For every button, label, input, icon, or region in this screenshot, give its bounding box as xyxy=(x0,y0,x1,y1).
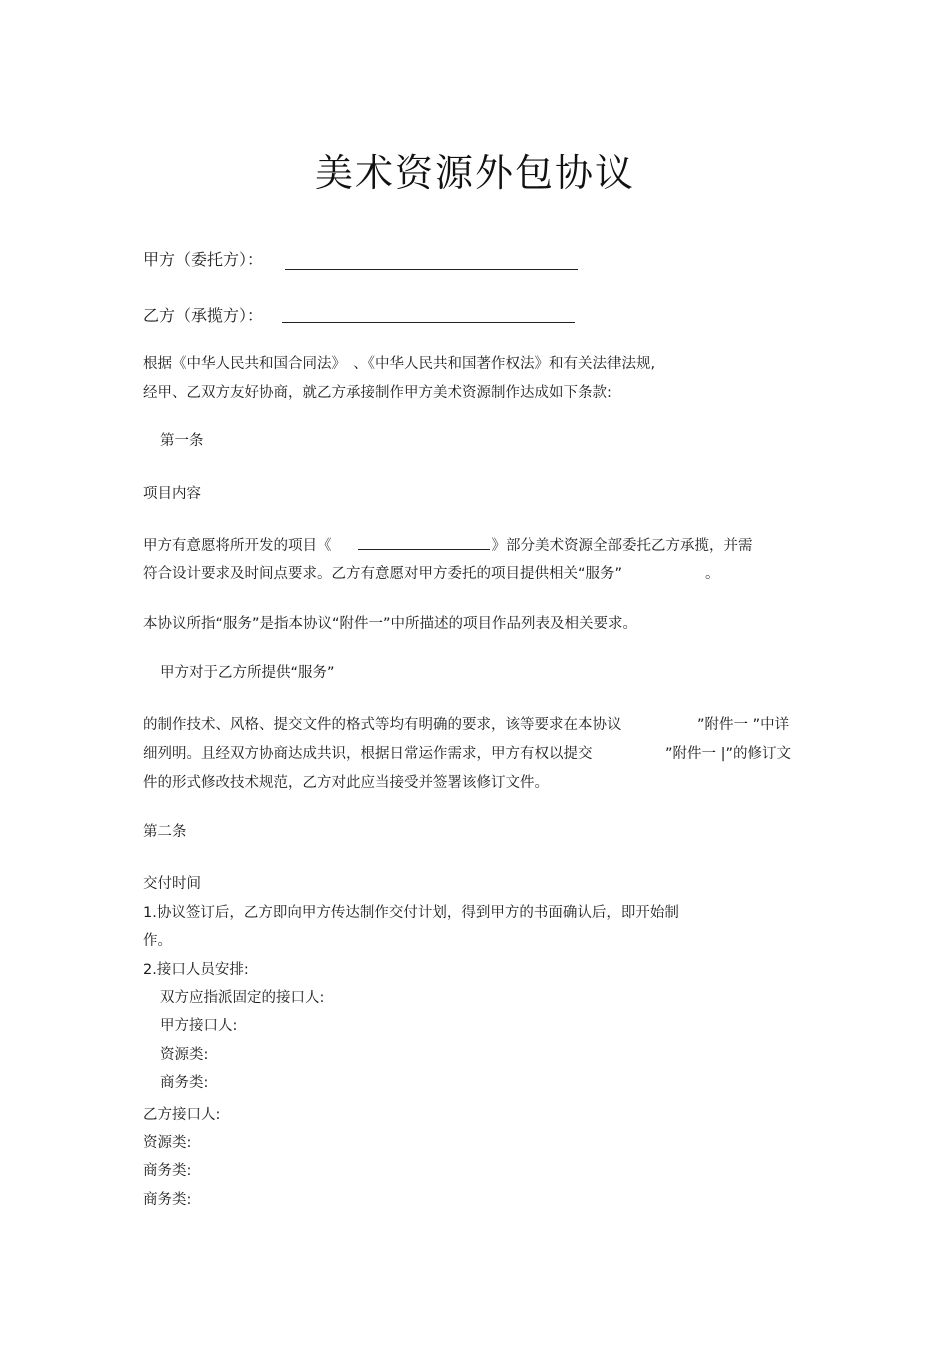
project-text-after: 》部分美术资源全部委托乙方承揽，并需 xyxy=(491,538,753,554)
article-2-item-1-line-1: 1.协议签订后，乙方即向甲方传达制作交付计划，得到甲方的书面确认后，即开始制 xyxy=(143,905,679,921)
party-a-contact: 甲方接口人: xyxy=(160,1018,238,1034)
party-b-business-1: 商务类: xyxy=(143,1163,192,1179)
designate-contacts: 双方应指派固定的接口人: xyxy=(160,990,325,1006)
article-1-paragraph-4-line-3: 件的形式修改技术规范，乙方对此应当接受并签署该修订文件。 xyxy=(143,775,549,791)
document-title: 美术资源外包协议 xyxy=(314,151,635,195)
article-1-paragraph-4-line-1b: ”附件一 ”中详 xyxy=(697,717,790,733)
article-1-paragraph-1-line-2: 符合设计要求及时间点要求。乙方有意愿对甲方委托的项目提供相关“服务” xyxy=(143,566,623,582)
party-a-business: 商务类: xyxy=(160,1075,209,1091)
article-1-heading: 第一条 xyxy=(160,433,204,449)
article-2-item-1-line-2: 作。 xyxy=(143,933,172,949)
article-1-paragraph-4-line-2a: 细列明。且经双方协商达成共识，根据日常运作需求，甲方有权以提交 xyxy=(143,746,593,762)
party-a-resource: 资源类: xyxy=(160,1047,209,1063)
project-name-blank[interactable] xyxy=(358,535,490,550)
party-b-business-2: 商务类: xyxy=(143,1192,192,1208)
party-b-blank[interactable] xyxy=(282,322,575,323)
party-a-label: 甲方（委托方）： xyxy=(143,250,264,269)
article-1-paragraph-4-line-1a: 的制作技术、风格、提交文件的格式等均有明确的要求，该等要求在本协议 xyxy=(143,717,622,733)
intro-line-1: 根据《中华人民共和国合同法》 、《中华人民共和国著作权法》和有关法律法规, xyxy=(143,356,656,372)
article-1-paragraph-4-line-2b: ”附件一 |”的修订文 xyxy=(665,746,792,762)
article-1-paragraph-1-end: 。 xyxy=(705,566,720,582)
article-2-subheading: 交付时间 xyxy=(143,876,201,892)
article-2-item-2: 2.接口人员安排: xyxy=(143,962,249,978)
party-a-blank[interactable] xyxy=(285,269,578,270)
party-b-contact: 乙方接口人: xyxy=(143,1107,221,1123)
article-1-paragraph-3: 甲方对于乙方所提供“服务” xyxy=(160,665,335,681)
party-b-label: 乙方（承揽方）： xyxy=(143,306,264,325)
intro-line-2: 经甲、乙双方友好协商，就乙方承接制作甲方美术资源制作达成如下条款: xyxy=(143,385,612,401)
party-b-resource: 资源类: xyxy=(143,1135,192,1151)
article-1-paragraph-1-line-1 xyxy=(143,535,753,556)
project-text-before: 甲方有意愿将所开发的项目《 xyxy=(143,538,332,554)
article-1-subheading: 项目内容 xyxy=(143,486,201,502)
article-1-paragraph-2: 本协议所指“服务”是指本协议“附件一”中所描述的项目作品列表及相关要求。 xyxy=(143,616,638,632)
article-2-heading: 第二条 xyxy=(143,824,187,840)
